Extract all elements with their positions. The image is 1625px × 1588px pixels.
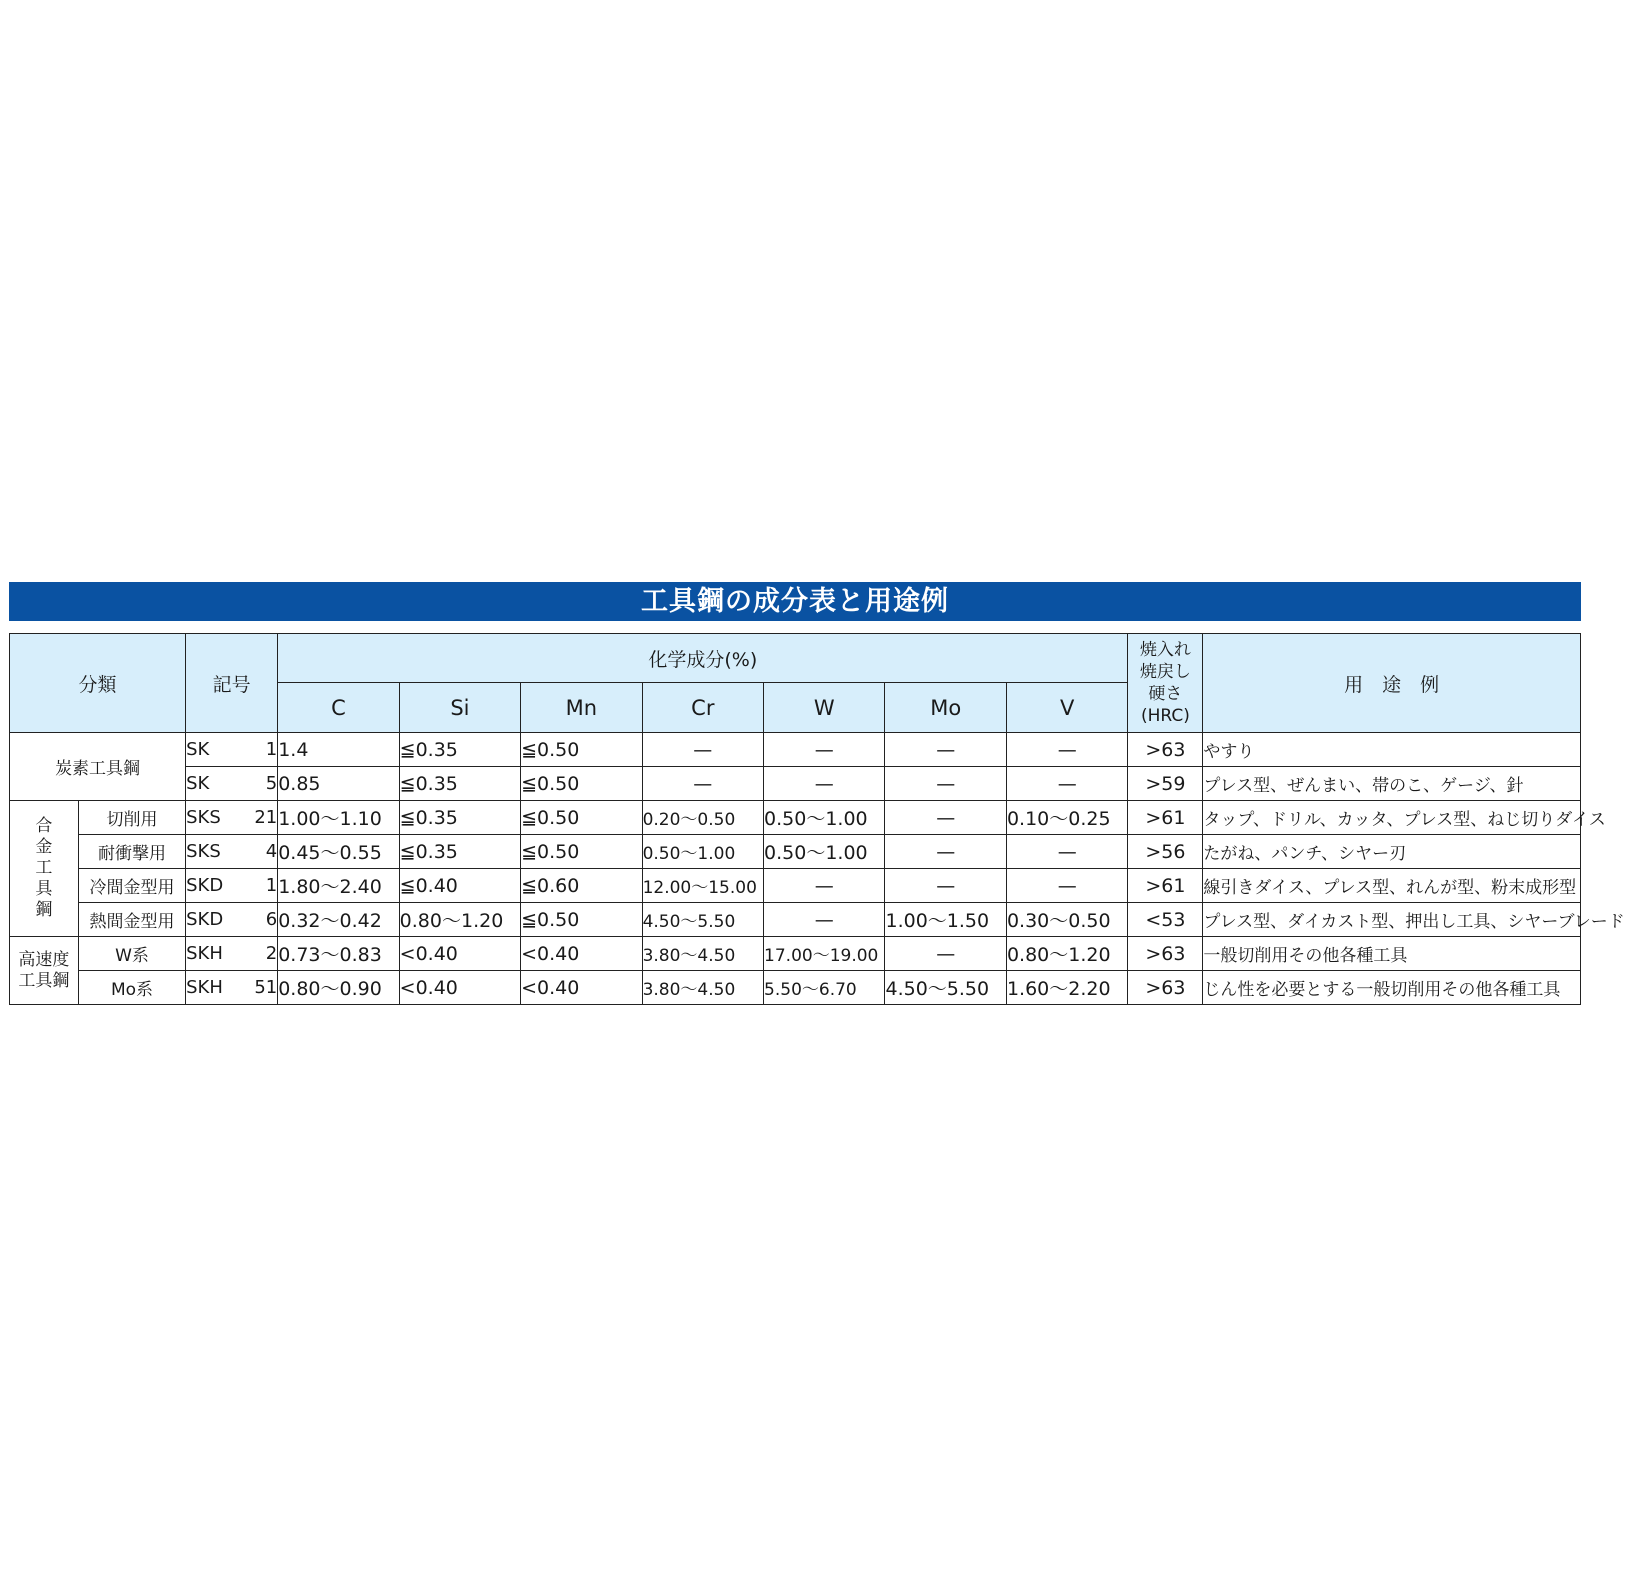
symbol-number: 6 [265,909,278,930]
header-hardness-line: 焼入れ [1139,640,1191,660]
value-mn: ≦0.50 [521,767,642,801]
symbol-prefix: SKH [186,943,223,964]
value-hardness: >63 [1128,971,1203,1005]
value-hardness: >63 [1128,733,1203,767]
value-si: ≦0.35 [399,835,520,869]
group-highspeed-line: 工具鋼 [18,970,70,991]
group-alloy-tool-steel [10,801,79,937]
header-hardness-line: (HRC) [1140,706,1190,726]
value-cr: 0.50～1.00 [642,835,763,869]
table-row [10,835,1581,869]
subcategory: W系 [78,937,185,971]
header-usage: 用 途 例 [1203,634,1581,733]
table-row [10,869,1581,903]
symbol-number: 2 [265,943,278,964]
value-mn: <0.40 [521,937,642,971]
value-v: 1.60～2.20 [1006,971,1128,1005]
value-mo: — [885,835,1006,869]
symbol-cell [186,971,278,1005]
symbol-number: 5 [265,773,278,794]
value-si: <0.40 [399,971,520,1005]
value-cr: — [642,733,763,767]
value-c: 0.85 [278,767,399,801]
header-classification: 分類 [10,634,186,733]
value-c: 1.00～1.10 [278,801,399,835]
value-mo: — [885,767,1006,801]
value-w: 5.50～6.70 [764,971,885,1005]
value-usage: プレス型、ダイカスト型、押出し工具、シヤーブレード [1203,903,1581,937]
header-element-cr: Cr [642,683,763,733]
subcategory: 耐衝撃用 [78,835,185,869]
tool-steel-table [9,633,1625,1005]
value-cr: 12.00～15.00 [642,869,763,903]
subcategory: 冷間金型用 [78,869,185,903]
value-hardness: >63 [1128,937,1203,971]
value-usage: タップ、ドリル、カッタ、プレス型、ねじ切りダイス [1203,801,1581,835]
symbol-number: 21 [254,807,278,828]
value-mn: ≦0.50 [521,903,642,937]
value-v: — [1006,767,1128,801]
value-w: 0.50～1.00 [764,801,885,835]
value-hardness: >61 [1128,801,1203,835]
symbol-prefix: SKD [186,909,224,930]
value-v: — [1006,869,1128,903]
header-hardness-line: 焼戻し [1139,662,1191,682]
value-hardness: >59 [1128,767,1203,801]
symbol-prefix: SKD [186,875,224,896]
value-cr: 3.80～4.50 [642,971,763,1005]
group-alloy-char: 具 [35,879,53,899]
value-si: ≦0.35 [399,733,520,767]
value-w: — [764,869,885,903]
header-element-mn: Mn [521,683,642,733]
value-w: — [764,733,885,767]
header-chemical: 化学成分(%) [278,634,1128,683]
value-mo: — [885,801,1006,835]
symbol-cell [186,801,278,835]
value-cr: — [642,767,763,801]
table-row [10,903,1581,937]
table-row [10,937,1581,971]
table-row [10,971,1581,1005]
value-c: 0.73～0.83 [278,937,399,971]
value-c: 0.45～0.55 [278,835,399,869]
group-alloy-char: 鋼 [35,900,53,920]
group-alloy-char: 合 [35,816,53,836]
header-element-v: V [1006,683,1128,733]
value-mo: — [885,937,1006,971]
symbol-prefix: SK [186,773,210,794]
symbol-cell [186,903,278,937]
group-alloy-char: 金 [35,837,53,857]
group-carbon-tool-steel: 炭素工具鋼 [10,733,186,801]
symbol-cell [186,937,278,971]
value-w: 0.50～1.00 [764,835,885,869]
symbol-cell [186,835,278,869]
group-alloy-char: 工 [35,858,53,878]
symbol-cell [186,767,278,801]
value-si: ≦0.35 [399,801,520,835]
value-mn: ≦0.50 [521,835,642,869]
header-element-w: W [764,683,885,733]
value-usage: 一般切削用その他各種工具 [1203,937,1581,971]
subcategory: Mo系 [78,971,185,1005]
value-usage: たがね、パンチ、シヤー刃 [1203,835,1581,869]
value-hardness: >56 [1128,835,1203,869]
value-mo: 1.00～1.50 [885,903,1006,937]
value-usage: プレス型、ぜんまい、帯のこ、ゲージ、針 [1203,767,1581,801]
value-mn: ≦0.50 [521,801,642,835]
value-mn: <0.40 [521,971,642,1005]
symbol-cell [186,733,278,767]
value-c: 1.4 [278,733,399,767]
header-hardness [1128,634,1203,733]
value-v: 0.10～0.25 [1006,801,1128,835]
symbol-number: 1 [265,875,278,896]
group-high-speed-tool-steel [10,937,79,1005]
symbol-prefix: SKH [186,977,223,998]
value-mn: ≦0.60 [521,869,642,903]
value-cr: 0.20～0.50 [642,801,763,835]
symbol-prefix: SK [186,739,210,760]
value-w: — [764,767,885,801]
value-usage: やすり [1203,733,1581,767]
value-v: 0.30～0.50 [1006,903,1128,937]
value-hardness: >61 [1128,869,1203,903]
value-mo: — [885,733,1006,767]
symbol-number: 4 [265,841,278,862]
value-cr: 4.50～5.50 [642,903,763,937]
header-hardness-line: 硬さ [1148,684,1183,704]
subcategory: 切削用 [78,801,185,835]
table-row [10,733,1581,767]
value-si: 0.80～1.20 [399,903,520,937]
value-cr: 3.80～4.50 [642,937,763,971]
symbol-prefix: SKS [186,841,221,862]
value-si: ≦0.40 [399,869,520,903]
symbol-prefix: SKS [186,807,221,828]
symbol-number: 1 [265,739,278,760]
header-element-c: C [278,683,399,733]
value-hardness: <53 [1128,903,1203,937]
value-w: — [764,903,885,937]
header-symbol: 記号 [186,634,278,733]
value-c: 1.80～2.40 [278,869,399,903]
value-v: — [1006,733,1128,767]
value-mn: ≦0.50 [521,733,642,767]
table-row [10,767,1581,801]
value-si: ≦0.35 [399,767,520,801]
value-v: — [1006,835,1128,869]
value-usage: じん性を必要とする一般切削用その他各種工具 [1203,971,1581,1005]
symbol-number: 51 [254,977,278,998]
value-si: <0.40 [399,937,520,971]
table-row [10,801,1581,835]
value-w: 17.00～19.00 [764,937,885,971]
header-element-si: Si [399,683,520,733]
symbol-cell [186,869,278,903]
value-mo: — [885,869,1006,903]
page-title: 工具鋼の成分表と用途例 [9,582,1581,621]
value-v: 0.80～1.20 [1006,937,1128,971]
value-c: 0.80～0.90 [278,971,399,1005]
value-c: 0.32～0.42 [278,903,399,937]
header-element-mo: Mo [885,683,1006,733]
value-usage: 線引きダイス、プレス型、れんが型、粉末成形型 [1203,869,1581,903]
subcategory: 熱間金型用 [78,903,185,937]
group-highspeed-line: 高速度 [18,949,70,970]
value-mo: 4.50～5.50 [885,971,1006,1005]
